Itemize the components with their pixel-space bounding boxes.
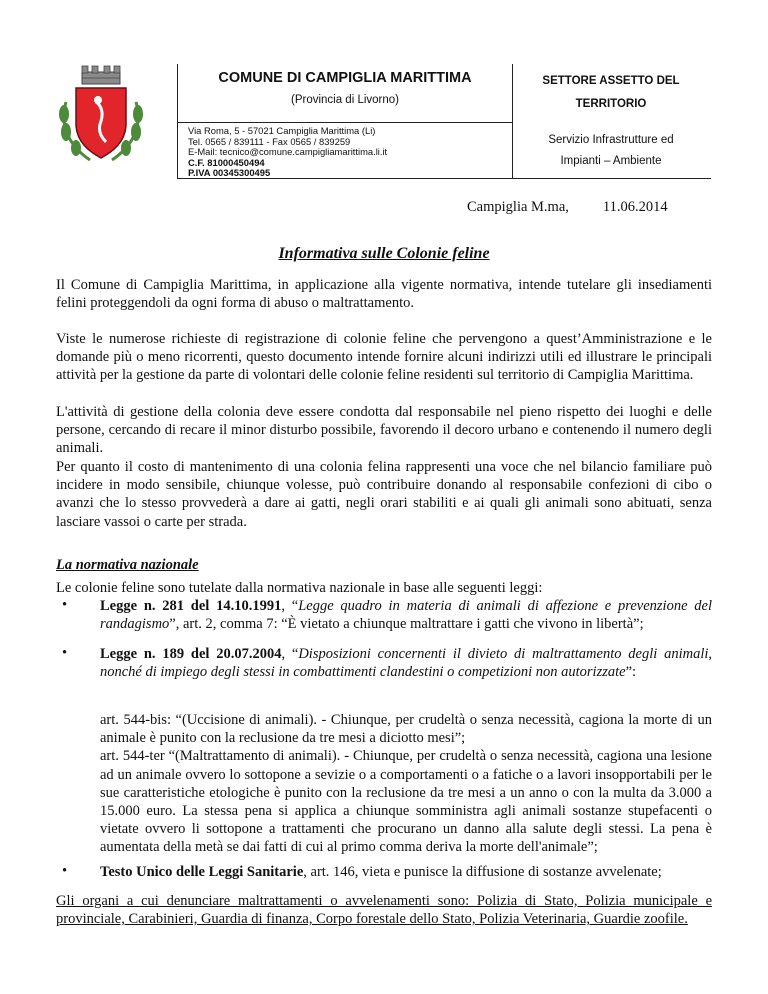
paragraph: Il Comune di Campiglia Marittima, in applicazione alla vigente normativa, intende tutelare gli insediamenti felini proteggendoli da ogni forma di abuso o maltrattamento. bbox=[56, 277, 712, 312]
paragraph: Viste le numerose richieste di registrazione di colonie feline che pervengono a quest’Amministrazione e le domande più o meno ricorrenti, questo documento intende fornire alcuni indirizzi utili ed illustrare le principali attività per la gestione da parte di volontari delle colonie feline residenti sul territorio di Campiglia Marittima. bbox=[56, 331, 712, 384]
comune-name: COMUNE DI CAMPIGLIA MARITTIMA bbox=[218, 70, 472, 86]
law-name: Legge n. 281 del 14.10.1991 bbox=[100, 598, 282, 614]
codice-fiscale: C.F. 81000450494 bbox=[188, 156, 265, 168]
law-sep: , “ bbox=[281, 646, 299, 662]
letterhead-name-cell bbox=[178, 64, 512, 123]
date: 11.06.2014 bbox=[602, 199, 668, 215]
bullet-icon: • bbox=[62, 597, 68, 613]
letterhead-left-cell bbox=[177, 64, 513, 178]
servizio-line-2: Impianti – Ambiente bbox=[560, 155, 662, 167]
phone-line: Tel. 0565 / 839111 - Fax 0565 / 839259 bbox=[188, 135, 351, 147]
partita-iva: P.IVA 00345300495 bbox=[188, 167, 271, 179]
document-title: Informativa sulle Colonie feline bbox=[278, 245, 490, 262]
servizio-line-1: Servizio Infrastrutture ed bbox=[548, 134, 674, 146]
address-line: Via Roma, 5 - 57021 Campiglia Marittima (Li) bbox=[188, 125, 376, 136]
law-detail: , art. 146, vieta e punisce la diffusione di sostanze avvelenate; bbox=[303, 864, 662, 880]
servizio-label bbox=[511, 130, 711, 172]
law-name: Testo Unico delle Leggi Sanitarie bbox=[100, 864, 304, 880]
paragraph: L'attività di gestione della colonia deve essere condotta dal responsabile nel pieno rispetto dei luoghi e delle persone, cercando di recare il minor disturbo possibile, favorendo il decoro urbano e contenendo il numero degli animali. bbox=[56, 404, 712, 457]
article-544-bis: art. 544-bis: “(Uccisione di animali). - Chiunque, per crudeltà o senza necessità, cagiona la morte di un animale è punito con la reclusione da tre mesi a diciotto mesi”; bbox=[100, 712, 712, 747]
law-articles bbox=[100, 711, 712, 857]
bullet-icon: • bbox=[62, 645, 68, 661]
reporting-authorities-note: Gli organi a cui denunciare maltrattamenti o avvelenamenti sono: Polizia di Stato, Polizia municipale e provinciale, Carabinieri, Guardia di finanza, Corpo forestale dello Stato, Polizia Veterinaria, Guardie zoofile. bbox=[56, 893, 712, 928]
law-sep: , “ bbox=[281, 598, 299, 614]
section-title: La normativa nazionale bbox=[56, 557, 199, 573]
law-item bbox=[100, 645, 712, 681]
place-date bbox=[467, 199, 668, 216]
paragraph: Per quanto il costo di mantenimento di una colonia felina rappresenti una voce che nel bilancio familiare può incidere in modo sensibile, chiunque volesse, può contribuire donando al responsabile confezioni di cibo o avanzi che lo stesso provvederà a dare ai gatti, negli orari stabiliti e ai quali gli animali sono abituati, senza lasciare vassoi o carte per strada. bbox=[56, 459, 712, 530]
law-item bbox=[100, 597, 712, 633]
law-detail: ”: bbox=[625, 664, 637, 681]
municipal-crest-icon bbox=[52, 62, 150, 168]
settore-line-2: TERRITORIO bbox=[575, 98, 647, 110]
law-title: Legge quadro in materia di animali di affezione e prevenzione del randagismo bbox=[100, 598, 713, 633]
law-name: Legge n. 189 del 20.07.2004 bbox=[100, 646, 282, 662]
crown-icon bbox=[82, 66, 120, 84]
place: Campiglia M.ma, bbox=[467, 199, 569, 215]
article-544-ter: art. 544-ter “(Maltrattamento di animali). - Chiunque, per crudeltà o senza necessità, cagiona una lesione ad un animale ovvero lo sottopone a sevizie o a comportamenti o a fatiche o a lavori insopportabili per le sue caratteristiche etologiche è punito con la reclusione da tre mesi a un anno o con la multa da 3.000 a 15.000 euro. La stessa pena si applica a chiunque somministra agli animali sostanze stupefacenti o vietate ovvero li sottopone a trattamenti che procurano un danno alla salute degli stessi. La pena è aumentata della metà se dai fatti di cui al primo comma deriva la morte dell'animale”; bbox=[100, 748, 712, 856]
settore-line-1: SETTORE ASSETTO DEL bbox=[542, 75, 680, 87]
letterhead bbox=[177, 64, 711, 179]
provincia-label: (Provincia di Livorno) bbox=[290, 94, 399, 106]
email-line: E-Mail: tecnico@comune.campigliamarittima.li.it bbox=[188, 146, 388, 158]
section-intro: Le colonie feline sono tutelate dalla normativa nazionale in base alle seguenti leggi: bbox=[56, 580, 543, 596]
contact-block bbox=[188, 126, 387, 179]
law-item bbox=[100, 863, 712, 881]
law-title: Disposizioni concernenti il divieto di maltrattamento degli animali, nonché di impiego degli stessi in combattimenti clandestini o competizioni non autorizzate bbox=[100, 646, 713, 681]
law-detail: ”, art. 2, comma 7: “È vietato a chiunque maltrattare i gatti che vivono in libertà”; bbox=[169, 616, 644, 633]
bullet-icon: • bbox=[62, 863, 68, 879]
settore-label bbox=[511, 70, 711, 116]
